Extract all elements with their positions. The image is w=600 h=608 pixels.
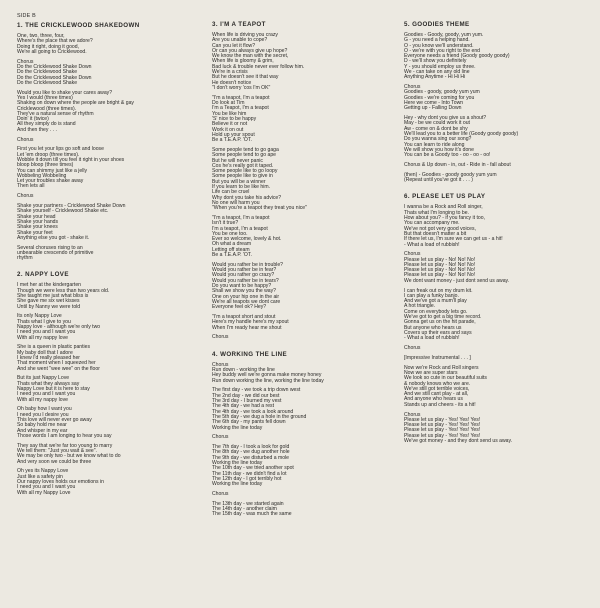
lyric-line: You be like him	[212, 110, 247, 117]
lyric-line: Let 'em droop (three times).	[17, 151, 80, 158]
verse	[17, 34, 200, 55]
lyric-line: Be a T.E.A.P. 'OT.	[212, 137, 252, 144]
lyric-line: With all my nappy love	[17, 334, 68, 341]
lyric-line: The 3rd day - I burned my vest	[212, 398, 282, 405]
lyric-line: - What a load of rubbish!	[404, 241, 460, 248]
lyric-line: The 13th day - we started again	[212, 500, 284, 507]
verse	[212, 315, 395, 331]
lyric-line: Just like a safety pin	[17, 473, 63, 480]
lyric-line: Please let us play - Yes! Yes! Yes!	[404, 432, 481, 439]
lyric-line: Do look at Tim	[212, 100, 245, 107]
lyric-line: "I'm a teapot short and stout	[212, 314, 276, 321]
lyric-line: Believe it or not	[212, 121, 248, 128]
lyric-line: Do the Cricklewood Shake Down	[17, 63, 92, 70]
lyric-line: And then they . . .	[17, 126, 57, 133]
lyric-line: Everyone feel ok? Hey?	[212, 304, 267, 311]
lyric-line: I knew I'd really pleased her	[17, 355, 80, 362]
lyric-line: Some people tend to go ape	[212, 152, 277, 159]
lyric-line: We're all teapots we dont care	[212, 298, 281, 305]
lyric-line: Chorus	[212, 361, 229, 368]
verse	[17, 314, 200, 340]
lyric-line: The 4th day - we took a look around	[212, 408, 294, 415]
lyric-line: Come on everybody lets go.	[404, 308, 468, 315]
lyric-line: Goodies - we're coming for you	[404, 94, 475, 101]
lyric-line: We've not got very good voices,	[404, 225, 476, 232]
lyric-line: You can shimmy just like a jelly	[17, 167, 88, 174]
verse	[17, 376, 200, 402]
lyric-line: Chorus	[404, 345, 421, 352]
lyric-line: You can learn to ride along	[404, 141, 465, 148]
lyric-line: Now we're Rock and Roll singers	[404, 364, 479, 371]
lyric-line: [Impressive Instrumental . . . ]	[404, 354, 471, 361]
verse	[404, 252, 596, 284]
lyric-line: Hey - why dont you give us a shout?	[404, 115, 487, 122]
verse	[212, 148, 395, 212]
song-title: 2. NAPPY LOVE	[17, 271, 69, 279]
lyric-line: Wobbeling Wobbeling	[17, 172, 67, 179]
verse	[404, 163, 596, 168]
song-title: 6. PLEASE LET US PLAY	[404, 193, 486, 201]
lyric-line: Several choruses rising to an	[17, 244, 83, 251]
lyric-line: rhythm	[17, 255, 33, 262]
lyric-line: Aw - come on & dont be shy	[404, 125, 468, 132]
lyric-line: unbearable crescendo of primitive	[17, 249, 94, 256]
lyric-line: But that doesn't matter a bit	[404, 230, 467, 237]
lyric-line: Chorus	[212, 490, 229, 497]
lyric-line: Work it on out	[212, 126, 244, 133]
lyric-line: Bad luck & trouble never ever follow him.	[212, 63, 305, 70]
lyric-line: And very soon we could be three	[17, 458, 92, 465]
lyric-line: Thats what I'm longing to be.	[404, 209, 469, 216]
lyric-line: First you let your lips go soft and loose	[17, 146, 104, 153]
lyric-line: Working the line today	[212, 459, 263, 466]
lyric-line: I can freak out on my drum kit.	[404, 287, 473, 294]
lyric-line: That moment when I squeezed her	[17, 360, 96, 367]
lyric-line: You be one too.	[212, 230, 248, 237]
lyric-line: Chorus	[212, 434, 229, 441]
song-title: 5. GOODIES THEME	[404, 21, 470, 28]
verse	[17, 246, 200, 262]
lyric-line: (then) - Goodies - goody goody yum yum	[404, 171, 497, 178]
lyric-line: I can play a funky banjo.	[404, 292, 459, 299]
lyric-line: O - we're with you right to the end	[404, 47, 481, 54]
lyric-line: Would you rather go crazy?	[212, 272, 275, 279]
lyric-line: I'm a Teapot, I'm a teapot	[212, 105, 269, 112]
lyric-line: The 7th day - I took a look for gold	[212, 444, 290, 451]
lyric-line: We've got to get a big time record.	[404, 314, 482, 321]
lyric-line: Now we are super stars	[404, 369, 458, 376]
lyric-line: Please let us play - No! No! No!	[404, 261, 476, 268]
lyric-line: Run down working the line, working the line today	[212, 377, 324, 384]
lyric-line: Then lets all	[17, 183, 45, 190]
lyric-line: Chorus	[404, 251, 421, 258]
lyric-line: The 6th day - my pants fell down	[212, 419, 286, 426]
song	[404, 21, 596, 183]
verse	[404, 85, 596, 111]
verse	[212, 96, 395, 144]
lyric-line: But its just Nappy Love	[17, 375, 70, 382]
lyric-line: Life can be cruel	[212, 189, 250, 196]
lyric-line: Would you rather be in fear?	[212, 267, 277, 274]
lyric-line: Would you like to shake your cares away?	[17, 89, 113, 96]
lyric-line: I need you and I want you	[17, 484, 76, 491]
lyric-line: Goodies - Goody, goody, yum yum.	[404, 32, 484, 38]
column-left	[17, 0, 200, 604]
lyric-line: Let your troubles shake away	[17, 178, 84, 185]
lyric-line: My baby doll that I adore	[17, 349, 73, 356]
lyric-line: Would you rather be in tears?	[212, 277, 279, 284]
lyric-line: Chorus	[17, 136, 34, 143]
lyric-line: Chorus	[17, 58, 34, 65]
lyric-line: Be a T.E.A.P. 'OT.	[212, 252, 252, 259]
verse	[17, 469, 200, 495]
lyric-line: But he doesn't see it that way	[212, 74, 279, 81]
lyric-line: Here we come - Into Town	[404, 100, 464, 107]
lyric-line: Everyone needs a friend (Goody goody goody)	[404, 53, 510, 60]
lyric-line: We've still got terrible voices,	[404, 385, 470, 392]
lyric-line: With all my Nappy Love	[17, 489, 71, 496]
lyric-line: Can you let it flow?	[212, 42, 256, 49]
verse	[17, 444, 200, 465]
lyric-line: Why dont you take his advice?	[212, 194, 282, 201]
lyric-line: Stands up and cheers - its a hit!	[404, 401, 476, 408]
lyric-line: The first day - we took a trip down west	[212, 387, 301, 394]
lyric-line: She taught me just what bliss is	[17, 293, 89, 300]
lyric-line: When I'm ready hear me shout	[212, 324, 282, 331]
lyric-line: "I'm a teapot, I'm a teapot	[212, 94, 270, 101]
lyric-line: Letting off steam	[212, 246, 250, 253]
lyric-line: Thats what they always say	[17, 380, 80, 387]
lyric-line: Please let us play - No! No! No!	[404, 256, 476, 263]
lyric-line: Some people like to go loopy	[212, 168, 278, 175]
lyric-line: Ever so welcome, lovely & hot.	[212, 236, 282, 243]
lyric-line: When life is gloomy & grim,	[212, 58, 274, 65]
lyric-line: And we still cant play - at all,	[404, 391, 469, 398]
lyric-line: Please let us play - Yes! Yes! Yes!	[404, 427, 481, 434]
lyric-line: 'S' nice to be happy	[212, 115, 257, 122]
verse	[404, 116, 596, 158]
lyric-line: Shake yourself - Cricklewood Shake etc.	[17, 208, 109, 215]
song	[404, 193, 596, 444]
lyric-line: One, two, three, four,	[17, 33, 65, 39]
lyric-line: She is a queen in plastic panties	[17, 344, 91, 351]
lyric-line: Do you want to be happy?	[212, 283, 272, 290]
verse	[17, 204, 200, 241]
lyric-line: Do the Cricklewood Shake Down	[17, 74, 92, 81]
lyric-line: We've got money - and they dont send us away.	[404, 438, 513, 444]
lyric-line: I need you and I want you	[17, 329, 76, 336]
verse	[404, 33, 596, 81]
verse	[212, 492, 395, 497]
lyric-line: Anything Anytime - Hi Hi Hi	[404, 74, 466, 81]
lyric-line: Some people like to give in	[212, 173, 273, 180]
lyric-line: Oh what a dream	[212, 241, 252, 248]
lyric-line: They've a natural sense of rhythm	[17, 110, 94, 117]
lyric-line: I'm a teapot, I'm a teapot	[212, 225, 268, 232]
lyric-line: The 8th day - we dug another hole	[212, 449, 290, 456]
lyric-line: Cos he's really got it taped.	[212, 162, 274, 169]
lyric-line: I need you I desire you	[17, 411, 69, 418]
lyric-line: You can be a Goody too - oo - oo - oo!	[404, 152, 491, 159]
lyric-line: The 5th day - we dug a hole in the ground	[212, 413, 307, 420]
lyric-line: Please let us play - No! No! No!	[404, 267, 476, 274]
lyric-line: Shake your knees	[17, 224, 58, 231]
lyric-line: Chorus & Up down - in, out - Ride in - fall about	[404, 162, 511, 169]
lyric-line: And we've got a mum'll play	[404, 298, 467, 305]
song	[17, 22, 200, 261]
lyric-line: But he will never panic	[212, 157, 263, 164]
lyric-line: Run down - working the line	[212, 367, 275, 374]
lyric-line: Getting up - Falling Down	[404, 105, 462, 112]
lyric-line: Or can you always give up hope?	[212, 47, 288, 54]
lyric-line: I wanna be a Rock and Roll singer,	[404, 204, 483, 211]
lyric-line: May - be we could work it out	[404, 120, 470, 127]
verse	[17, 407, 200, 439]
lyric-line: The 12th day - I got terribly hot	[212, 475, 282, 482]
lyric-line: Covers up their ears and says	[404, 329, 472, 336]
lyric-line: We may be only two - but we know what to do	[17, 453, 121, 460]
verse	[212, 435, 395, 440]
lyric-line: Isn't it true?	[212, 220, 239, 227]
verse	[212, 502, 395, 518]
lyric-line: Some people tend to go gaga	[212, 146, 279, 153]
lyric-line: The 4th day - we had a rest	[212, 403, 275, 410]
lyric-line: And anyone who hears us	[404, 396, 463, 403]
song-title: 3. I'M A TEAPOT	[212, 21, 266, 28]
verse	[212, 263, 395, 311]
song	[212, 21, 395, 341]
verse	[404, 346, 596, 351]
lyric-line: Chorus	[17, 193, 34, 200]
lyric-line: Please let us play - Yes! Yes! Yes!	[404, 416, 481, 423]
lyric-line: Though we were less than two years old.	[17, 287, 110, 294]
lyric-line: Yes I would (three times)	[17, 94, 73, 101]
lyric-line: O - you know we'll understand.	[404, 42, 474, 49]
lyric-line: But you will be a winner	[212, 178, 266, 185]
lyric-line: And she went "wee wee" on the floor	[17, 365, 100, 372]
lyric-line: We will show you how it's done	[404, 146, 474, 153]
lyric-line: Chorus	[212, 334, 229, 341]
lyric-line: Hey buddy well we're gonna make money honey	[212, 372, 322, 379]
lyric-line: Doin' it (twice)	[17, 116, 49, 123]
lyric-line: No one will harm you	[212, 199, 260, 206]
lyric-line: The 9th day - we disturbed a mole	[212, 454, 290, 461]
lyric-line: Do the Cricklewood Shake	[17, 79, 78, 86]
verse	[212, 216, 395, 258]
lyric-line: Shake your feet	[17, 229, 53, 236]
lyric-line: We're in a crisis	[212, 69, 248, 76]
lyric-line: We tell them: "Just you wait & see".	[17, 448, 97, 454]
verse	[404, 289, 596, 342]
lyric-line: Where's the place that we adore?	[17, 38, 93, 45]
song-title: 1. THE CRICKLEWOOD SHAKEDOWN	[17, 22, 140, 29]
lyric-line: We're all going to Cricklewood.	[17, 48, 87, 55]
lyric-line: Please let us play - Yes! Yes! Yes!	[404, 422, 481, 429]
lyric-line: We look so cute in our beautiful suits	[404, 375, 487, 382]
verse	[17, 194, 200, 199]
lyric-line: Are you unable to cope?	[212, 37, 268, 44]
song	[212, 351, 395, 518]
lyric-line: One on your hip one in the air	[212, 293, 280, 300]
lyric-line: If there let us, I'm sure we can get us - a hit!	[404, 236, 503, 243]
lyric-line: Hold up your spout	[212, 131, 255, 138]
lyric-line: Working the line today	[212, 424, 263, 431]
lyric-line: With all my nappy love	[17, 396, 68, 403]
lyric-line: "I'm a teapot, I'm a teapot	[212, 215, 270, 221]
lyric-line: Wobble it down till you feel it right in your shoes	[17, 156, 125, 163]
lyric-line: When life is driving you crazy	[212, 32, 278, 38]
lyric-line: The 11th day - we didn't find a lot	[212, 470, 287, 477]
lyric-line: I met her at the kindergarten	[17, 282, 81, 289]
lyric-line: Until by Nanny we were told	[17, 303, 81, 310]
lyric-line: Oh baby how I want you	[17, 406, 72, 413]
verse	[404, 356, 596, 361]
lyric-line: bloop bloop (three times)	[17, 162, 74, 169]
lyric-line: And whisper in my ear	[17, 427, 68, 434]
lyric-line: We'll lead you to a better life (Goody goody goody)	[404, 131, 519, 138]
lyric-line: Thats what I give to you	[17, 318, 71, 325]
lyric-line: Would you rather be in trouble?	[212, 261, 283, 268]
lyric-line: Its only Nappy Love	[17, 313, 62, 320]
verse	[17, 60, 200, 86]
lyric-line: I need you and I want you	[17, 391, 76, 398]
lyric-line: Y - you should employ us three.	[404, 63, 476, 70]
song	[17, 271, 200, 495]
lyric-line: This love will never ever go away	[17, 417, 92, 424]
lyric-line: We know the man with the secret,	[212, 53, 289, 60]
lyric-line: You can accompany me.	[404, 220, 460, 227]
verse	[404, 413, 596, 445]
lyric-line: Doing it right, doing it good,	[17, 43, 80, 50]
lyric-line: "I don't worry 'cos I'm OK"	[212, 84, 271, 91]
lyric-line: He doesn't notice	[212, 79, 252, 86]
column-middle	[212, 0, 395, 604]
lyric-line: - What a load of rubbish!	[404, 335, 460, 342]
lyric-line: The 2nd day - we did our best	[212, 392, 280, 399]
lyric-line: Goodies - goody, goody yum yum	[404, 89, 480, 96]
verse	[212, 388, 395, 430]
verse	[17, 138, 200, 143]
verse	[212, 335, 395, 340]
lyric-line: Do you wanna sing our song?	[404, 136, 472, 143]
lyric-line: Oh yes its Nappy Love	[17, 468, 69, 475]
lyric-line: Do the Cricklewood Shake	[17, 69, 78, 76]
verse	[404, 173, 596, 184]
lyric-line: Our nappy loves holds our emotions in	[17, 478, 104, 485]
lyric-line: & nobody knows who we are.	[404, 380, 471, 387]
lyric-line: She gave me six wet kisses	[17, 298, 80, 305]
verse	[17, 283, 200, 309]
verse	[17, 91, 200, 133]
verse	[17, 147, 200, 189]
lyric-line: Gonna get us on the hit parade,	[404, 319, 476, 326]
lyric-line: Anything else you got - shake it.	[17, 234, 90, 241]
lyric-line: Those words I am longing to hear you say	[17, 432, 112, 439]
lyric-line: If you learn to be like him.	[212, 184, 271, 191]
verse	[212, 33, 395, 91]
side-label: SIDE B	[17, 13, 36, 19]
lyric-line: Shake your hands	[17, 218, 59, 225]
verse	[404, 205, 596, 247]
lyric-line: Shake your partners - Cricklewood Shake Down	[17, 203, 126, 210]
lyric-line: Chorus	[404, 84, 421, 91]
lyric-line: G - you need a helping hand.	[404, 37, 470, 44]
lyric-line: We - can take on any old line	[404, 69, 470, 76]
column-right	[404, 0, 596, 604]
lyric-line: We dont want money - just dont send us away.	[404, 277, 510, 284]
lyric-line: The 14th day - another claim	[212, 506, 277, 513]
lyric-line: They say that we're far too young to marry	[17, 442, 113, 449]
song-title: 4. WORKING THE LINE	[212, 350, 287, 358]
lyric-line: Shake your head	[17, 213, 56, 220]
lyric-line: How about you? - if you fancy it too,	[404, 215, 485, 222]
lyric-line: A hot triangle.	[404, 303, 436, 310]
lyric-line: Chorus	[404, 411, 421, 418]
verse	[212, 445, 395, 487]
lyric-line: But anyone who hears us	[404, 324, 462, 331]
verse	[404, 366, 596, 408]
lyric-line: Nappy love - although we're only two	[17, 324, 101, 331]
lyric-line: D - we'll show you definitely	[404, 58, 467, 65]
lyric-line: Working the line today	[212, 481, 263, 488]
lyric-line: Cricklewood (three times).	[17, 105, 77, 112]
lyric-line: (Repeat until you've got it . . . )	[404, 177, 473, 184]
lyric-line: Shall we show you the way?	[212, 288, 276, 295]
lyric-line: Here's my handle here's my spout	[212, 319, 289, 326]
lyric-line: The 15th day - was much the same	[212, 511, 292, 518]
lyric-line: Shaking on down where the people are bright & gay	[17, 100, 134, 107]
lyric-line: Please let us play - No! No! No!	[404, 272, 476, 279]
lyric-line: All they simply do is stand	[17, 121, 76, 128]
lyric-line: The 10th day - we tried another spot	[212, 465, 294, 472]
verse	[17, 345, 200, 371]
lyric-line: "When you're a teapot they treat you nice"	[212, 205, 307, 212]
verse	[212, 363, 395, 384]
lyric-line: Nappy Love but it is here to stay	[17, 386, 90, 393]
lyric-line: So baby hold me near	[17, 422, 67, 429]
